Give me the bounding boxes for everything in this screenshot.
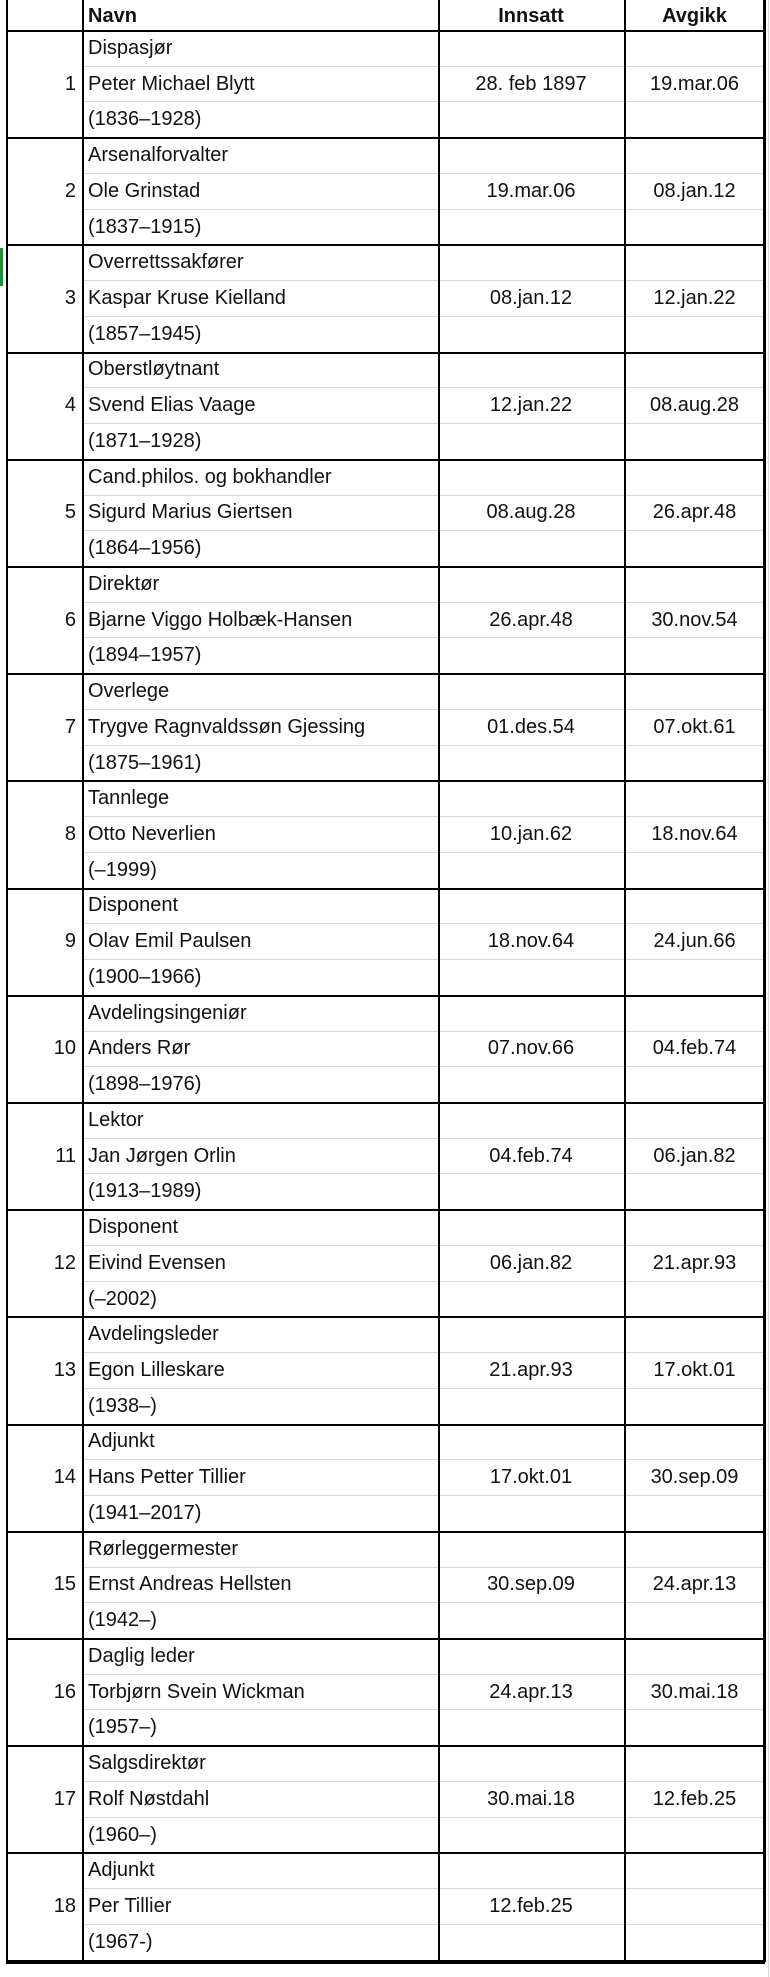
sub-row-line <box>82 1709 438 1710</box>
person-title: Lektor <box>88 1109 144 1131</box>
sub-row-line <box>438 530 765 531</box>
row-border <box>6 1960 765 1964</box>
sub-row-line <box>82 280 438 281</box>
row-border <box>6 1531 765 1533</box>
sub-row-line <box>438 709 765 710</box>
person-name: Sigurd Marius Giertsen <box>88 501 293 523</box>
header-innsatt: Innsatt <box>498 5 564 27</box>
date-avgikk: 08.aug.28 <box>650 394 739 416</box>
row-border <box>6 566 765 568</box>
sub-row-line <box>82 66 438 67</box>
person-title: Overlege <box>88 680 170 702</box>
person-years: (1942–) <box>88 1609 157 1631</box>
date-innsatt: 17.okt.01 <box>489 1466 573 1488</box>
row-border <box>6 995 765 997</box>
person-years: (1894–1957) <box>88 644 202 666</box>
column-border-from <box>624 0 626 1962</box>
sub-row-line <box>82 101 438 102</box>
person-title: Avdelingsingeniør <box>88 1002 247 1024</box>
sub-row-line <box>82 316 438 317</box>
row-number: 4 <box>64 394 76 416</box>
header-border <box>6 30 765 32</box>
sub-row-line <box>82 530 438 531</box>
person-name: Olav Emil Paulsen <box>88 930 252 952</box>
column-border-name <box>438 0 440 1962</box>
sub-row-line <box>438 423 765 424</box>
sub-row-line <box>438 1352 765 1353</box>
sub-row-line <box>438 1066 765 1067</box>
date-avgikk: 12.jan.22 <box>653 287 736 309</box>
row-border <box>6 137 765 139</box>
person-name: Peter Michael Blytt <box>88 73 255 95</box>
person-title: Dispasjør <box>88 37 173 59</box>
person-title: Disponent <box>88 894 179 916</box>
row-border <box>6 673 765 675</box>
person-name: Egon Lilleskare <box>88 1359 225 1381</box>
date-avgikk: 30.sep.09 <box>650 1466 739 1488</box>
row-number: 6 <box>64 609 76 631</box>
sub-row-line <box>82 1173 438 1174</box>
person-years: (1864–1956) <box>88 537 202 559</box>
row-number: 12 <box>53 1252 76 1274</box>
sub-row-line <box>438 1924 765 1925</box>
sub-row-line <box>438 959 765 960</box>
person-name: Anders Rør <box>88 1037 191 1059</box>
sub-row-line <box>438 1245 765 1246</box>
sub-row-line <box>438 209 765 210</box>
header-avgikk: Avgikk <box>662 5 727 27</box>
sub-row-line <box>438 1138 765 1139</box>
date-avgikk: 06.jan.82 <box>653 1145 736 1167</box>
sub-row-line <box>82 602 438 603</box>
sub-row-line <box>82 923 438 924</box>
row-border <box>6 1316 765 1318</box>
date-innsatt: 06.jan.82 <box>489 1252 573 1274</box>
sub-row-line <box>82 1817 438 1818</box>
sub-row-line <box>438 637 765 638</box>
header-name: Navn <box>88 5 137 27</box>
sub-row-line <box>82 745 438 746</box>
row-number: 7 <box>64 716 76 738</box>
row-number: 13 <box>53 1359 76 1381</box>
row-number: 18 <box>53 1895 76 1917</box>
date-avgikk: 26.apr.48 <box>652 501 737 523</box>
sub-row-line <box>438 1459 765 1460</box>
row-border <box>6 352 765 354</box>
date-innsatt: 08.jan.12 <box>489 287 573 309</box>
date-avgikk: 17.okt.01 <box>653 1359 736 1381</box>
sub-row-line <box>82 1781 438 1782</box>
date-innsatt: 07.nov.66 <box>487 1037 575 1059</box>
date-innsatt: 08.aug.28 <box>486 501 576 523</box>
sub-row-line <box>438 602 765 603</box>
date-avgikk: 07.okt.61 <box>653 716 736 738</box>
sub-row-line <box>82 1602 438 1603</box>
person-name: Eivind Evensen <box>88 1252 226 1274</box>
sub-row-line <box>82 423 438 424</box>
sub-row-line <box>82 387 438 388</box>
person-name: Kaspar Kruse Kielland <box>88 287 286 309</box>
person-years: (1837–1915) <box>88 216 202 238</box>
sub-row-line <box>438 495 765 496</box>
sub-row-line <box>438 1674 765 1675</box>
sub-row-line <box>438 1567 765 1568</box>
date-innsatt: 30.sep.09 <box>487 1573 575 1595</box>
sub-row-line <box>82 1888 438 1889</box>
date-innsatt: 30.mai.18 <box>487 1788 575 1810</box>
row-number: 1 <box>64 73 76 95</box>
sub-row-line <box>82 1388 438 1389</box>
row-border <box>6 459 765 461</box>
date-innsatt: 18.nov.64 <box>487 930 575 952</box>
sub-row-line <box>82 1031 438 1032</box>
row-border <box>6 888 765 890</box>
row-number: 2 <box>64 180 76 202</box>
sub-row-line <box>438 1281 765 1282</box>
date-avgikk: 18.nov.64 <box>651 823 738 845</box>
sub-row-line <box>438 1817 765 1818</box>
row-border <box>6 1102 765 1104</box>
grid-column-line <box>768 0 769 1977</box>
date-avgikk: 12.feb.25 <box>652 1788 737 1810</box>
row-border <box>6 1209 765 1211</box>
row-number: 8 <box>64 823 76 845</box>
person-title: Salgsdirektør <box>88 1752 206 1774</box>
date-avgikk: 21.apr.93 <box>652 1252 737 1274</box>
person-name: Jan Jørgen Orlin <box>88 1145 236 1167</box>
person-years: (1871–1928) <box>88 430 202 452</box>
sub-row-line <box>82 495 438 496</box>
row-number: 5 <box>64 501 76 523</box>
sub-row-line <box>82 637 438 638</box>
person-title: Overrettssakfører <box>88 251 244 273</box>
row-number: 16 <box>53 1681 76 1703</box>
sub-row-line <box>438 923 765 924</box>
person-title: Direktør <box>88 573 160 595</box>
date-avgikk: 08.jan.12 <box>653 180 736 202</box>
row-number: 9 <box>64 930 76 952</box>
date-avgikk: 24.apr.13 <box>652 1573 737 1595</box>
person-title: Disponent <box>88 1216 179 1238</box>
person-years: (1898–1976) <box>88 1073 202 1095</box>
person-name: Per Tillier <box>88 1895 172 1917</box>
sub-row-line <box>82 959 438 960</box>
date-innsatt: 12.jan.22 <box>489 394 573 416</box>
person-name: Torbjørn Svein Wickman <box>88 1681 305 1703</box>
person-title: Cand.philos. og bokhandler <box>88 466 332 488</box>
row-number: 14 <box>53 1466 76 1488</box>
sub-row-line <box>82 173 438 174</box>
sub-row-line <box>82 816 438 817</box>
sub-row-line <box>438 816 765 817</box>
sub-row-line <box>82 709 438 710</box>
date-innsatt: 24.apr.13 <box>489 1681 573 1703</box>
sub-row-line <box>82 1567 438 1568</box>
date-avgikk: 19.mar.06 <box>650 73 739 95</box>
date-avgikk: 04.feb.74 <box>652 1037 737 1059</box>
date-avgikk: 30.nov.54 <box>651 609 738 631</box>
person-years: (1967-) <box>88 1931 153 1953</box>
date-innsatt: 28. feb 1897 <box>475 73 587 95</box>
sub-row-line <box>82 1924 438 1925</box>
sub-row-line <box>438 101 765 102</box>
row-number: 15 <box>53 1573 76 1595</box>
sub-row-line <box>82 1352 438 1353</box>
sub-row-line <box>438 280 765 281</box>
date-innsatt: 01.des.54 <box>487 716 575 738</box>
person-years: (1938–) <box>88 1395 157 1417</box>
date-avgikk: 24.jun.66 <box>653 930 736 952</box>
person-title: Adjunkt <box>88 1430 155 1452</box>
date-innsatt: 26.apr.48 <box>489 609 573 631</box>
column-border-right <box>763 0 766 1962</box>
person-name: Trygve Ragnvaldssøn Gjessing <box>88 716 366 738</box>
person-name: Bjarne Viggo Holbæk-Hansen <box>88 609 353 631</box>
person-years: (1941–2017) <box>88 1502 202 1524</box>
sub-row-line <box>82 1459 438 1460</box>
row-border <box>6 1852 765 1854</box>
person-name: Ole Grinstad <box>88 180 201 202</box>
person-title: Daglig leder <box>88 1645 195 1667</box>
row-border <box>6 1745 765 1747</box>
sub-row-line <box>82 1674 438 1675</box>
sub-row-line <box>438 1781 765 1782</box>
sub-row-line <box>438 173 765 174</box>
date-innsatt: 10.jan.62 <box>489 823 573 845</box>
selection-marker <box>0 248 3 286</box>
person-years: (1900–1966) <box>88 966 202 988</box>
row-number: 17 <box>53 1788 76 1810</box>
date-avgikk: 30.mai.18 <box>650 1681 739 1703</box>
person-years: (–2002) <box>88 1288 157 1310</box>
row-border <box>6 780 765 782</box>
person-years: (–1999) <box>88 859 157 881</box>
sub-row-line <box>82 1138 438 1139</box>
person-name: Rolf Nøstdahl <box>88 1788 210 1810</box>
person-years: (1957–) <box>88 1716 157 1738</box>
row-number: 3 <box>64 287 76 309</box>
person-title: Adjunkt <box>88 1859 155 1881</box>
person-years: (1913–1989) <box>88 1180 202 1202</box>
sub-row-line <box>438 1709 765 1710</box>
sub-row-line <box>438 316 765 317</box>
sub-row-line <box>438 1388 765 1389</box>
person-name: Ernst Andreas Hellsten <box>88 1573 292 1595</box>
person-years: (1836–1928) <box>88 108 202 130</box>
person-name: Hans Petter Tillier <box>88 1466 246 1488</box>
sub-row-line <box>438 1888 765 1889</box>
row-border <box>6 1638 765 1640</box>
person-years: (1857–1945) <box>88 323 202 345</box>
sub-row-line <box>438 66 765 67</box>
sub-row-line <box>438 1173 765 1174</box>
date-innsatt: 21.apr.93 <box>489 1359 573 1381</box>
sub-row-line <box>438 1031 765 1032</box>
row-number: 11 <box>55 1145 76 1167</box>
sub-row-line <box>82 1245 438 1246</box>
person-name: Otto Neverlien <box>88 823 216 845</box>
sub-row-line <box>438 745 765 746</box>
person-title: Arsenalforvalter <box>88 144 229 166</box>
person-title: Oberstløytnant <box>88 358 220 380</box>
sub-row-line <box>438 387 765 388</box>
sub-row-line <box>438 1602 765 1603</box>
sub-row-line <box>82 1281 438 1282</box>
person-title: Rørleggermester <box>88 1538 239 1560</box>
row-border <box>6 244 765 246</box>
date-innsatt: 04.feb.74 <box>489 1145 573 1167</box>
sub-row-line <box>82 852 438 853</box>
date-innsatt: 12.feb.25 <box>489 1895 573 1917</box>
person-title: Avdelingsleder <box>88 1323 219 1345</box>
date-innsatt: 19.mar.06 <box>486 180 576 202</box>
person-name: Svend Elias Vaage <box>88 394 256 416</box>
person-years: (1875–1961) <box>88 752 202 774</box>
column-border-num <box>82 0 84 1962</box>
row-border <box>6 1424 765 1426</box>
sub-row-line <box>438 1495 765 1496</box>
row-number: 10 <box>53 1037 76 1059</box>
sub-row-line <box>82 1066 438 1067</box>
column-border-left <box>6 0 8 1962</box>
sub-row-line <box>438 852 765 853</box>
person-years: (1960–) <box>88 1824 157 1846</box>
person-title: Tannlege <box>88 787 170 809</box>
sub-row-line <box>82 209 438 210</box>
sub-row-line <box>82 1495 438 1496</box>
